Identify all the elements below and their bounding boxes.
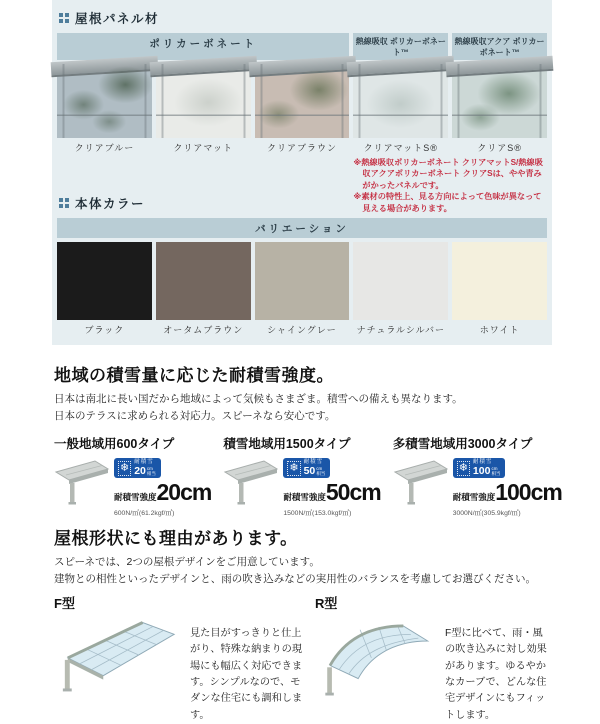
swatch-name: ブラック (84, 325, 125, 336)
type-title: 一般地域用600タイプ (54, 436, 175, 451)
roof-panel-title: 屋根パネル材 (75, 12, 160, 26)
snow-load-badge: ❄ 耐積雪 100 cm 相当 (453, 458, 506, 478)
note-text: ※熱線吸収ポリカーボネート クリアマットS/熱線吸収アクアポリカーボネート クリアSは、やや青みがかったパネルです。 (353, 158, 543, 190)
panel-notes (353, 157, 547, 214)
product-detail-page (52, 0, 562, 724)
panel-name: クリアS® (477, 143, 522, 153)
type-title: 多積雪地域用3000タイプ (392, 436, 533, 451)
strength-spec: 3000N/㎡(305.9kgf/㎡) (452, 510, 521, 518)
panel-photo-clear-s (452, 64, 547, 138)
panel-name: クリアブルー (74, 143, 135, 153)
body-color-swatches (57, 242, 547, 336)
panel-name: クリアブラウン (266, 143, 337, 153)
swatch-color (156, 242, 251, 320)
panel-sample-clear-s (452, 64, 547, 154)
grid-squares-icon (59, 198, 69, 208)
banner-heat-absorbing: 熱線吸収 ポリカーボネート™ (353, 33, 448, 60)
swatch-color (255, 242, 350, 320)
badge-label: 耐積雪 (303, 459, 324, 466)
f-type-roof-illustration (54, 614, 184, 694)
panel-photo-clear-matte-s (353, 64, 448, 138)
banner-polycarbonate: ポリカーボネート (57, 33, 349, 60)
frame-lines (452, 64, 547, 138)
badge-value: 20 (134, 464, 146, 477)
badge-label: 耐積雪 (472, 459, 493, 466)
body-color-header (57, 192, 349, 214)
snow-body-line: 日本のテラスに求められる対応力。スピーネなら安心です。 (54, 409, 336, 422)
swatch-white (452, 242, 547, 336)
variation-banner: バリエーション (57, 218, 547, 238)
panel-samples (57, 64, 547, 154)
shape-description: F型に比べて、雨・風の吹き込みに対し効果があります。ゆるやかなカーブで、どんな住宅デザインにもフィットします。 (445, 627, 547, 721)
type-title: 積雪地域用1500タイプ (223, 436, 351, 451)
panel-name: クリアマット (173, 143, 234, 153)
shape-card-f (54, 593, 309, 724)
snowflake-icon: ❄ (289, 461, 299, 474)
panel-photo-clear-brown (255, 64, 350, 138)
frame-lines (255, 64, 350, 138)
strength-value: 100cm (495, 479, 562, 506)
badge-value: 50 (303, 464, 316, 477)
snow-type-cards (54, 434, 562, 518)
swatch-shine-gray (255, 242, 350, 336)
panel-sample-clear-brown (255, 64, 350, 154)
strength-spec: 600N/㎡(61.2kgf/㎡) (114, 510, 175, 518)
swatch-name: ホワイト (479, 325, 520, 336)
strength-spec: 1500N/㎡(153.0kgf/㎡) (283, 510, 352, 518)
badge-value: 100 (472, 464, 491, 477)
swatch-color (57, 242, 152, 320)
type-card-3000 (393, 434, 562, 518)
strength-value: 50cm (325, 479, 381, 506)
notes-and-body-color-header (57, 157, 547, 214)
panel-photo-clear-blue (57, 64, 152, 138)
panel-photo-clear-matte (156, 64, 251, 138)
snowflake-icon: ❄ (120, 461, 130, 474)
shape-label: R型 (315, 595, 338, 611)
spec-section (52, 0, 552, 345)
panel-group-banners (57, 33, 547, 60)
swatch-black (57, 242, 152, 336)
banner-heat-absorbing-aqua: 熱線吸収アクア ポリカーボネート™ (452, 33, 547, 60)
strength-label: 耐積雪強度 (114, 492, 157, 503)
terrace-illustration (54, 457, 110, 507)
roof-shape-heading: 屋根形状にも理由があります。 (54, 529, 298, 549)
snowflake-icon: ❄ (458, 461, 468, 474)
shape-description: 見た目がすっきりと仕上がり、特殊な納まりの現場にも幅広く対応できます。シンプルなので、モダンな住宅にも調和します。 (190, 627, 303, 721)
snow-body-line: 日本は南北に長い国だから地域によって気候もさまざま。積雪への備えも異なります。 (54, 393, 463, 406)
strength-label: 耐積雪強度 (283, 492, 326, 503)
strength-label: 耐積雪強度 (452, 492, 496, 503)
frame-lines (353, 64, 448, 138)
swatch-name: オータムブラウン (163, 325, 244, 336)
panel-sample-clear-blue (57, 64, 152, 154)
swatch-natural-silver (353, 242, 448, 336)
type-card-1500 (223, 434, 380, 518)
roof-shape-cards (54, 593, 552, 724)
badge-label: 耐積雪 (134, 459, 154, 466)
swatch-color (353, 242, 448, 320)
roof-panel-header (59, 9, 547, 27)
panel-name: クリアマットS® (363, 143, 438, 153)
grid-squares-icon (59, 13, 69, 23)
frame-lines (57, 64, 152, 138)
panel-sample-clear-matte-s (353, 64, 448, 154)
terrace-illustration (223, 457, 279, 507)
swatch-color (452, 242, 547, 320)
swatch-name: ナチュラルシルバー (356, 325, 445, 336)
r-type-roof-illustration (315, 614, 439, 699)
shape-card-r (315, 593, 552, 724)
swatch-autumn-brown (156, 242, 251, 336)
shape-body-line: 建物との相性といったデザインと、雨の吹き込みなどの実用性のバランスを考慮してお選びください。 (54, 572, 536, 585)
swatch-name: シャイングレー (267, 325, 337, 336)
body-color-title: 本体カラー (75, 197, 146, 212)
snow-load-badge: ❄ 耐積雪 50 cm 相当 (283, 458, 330, 478)
type-card-600 (54, 434, 211, 518)
panel-sample-clear-matte (156, 64, 251, 154)
shape-body-line: スピーネでは、2つの屋根デザインをご用意しています。 (54, 556, 320, 569)
frame-lines (156, 64, 251, 138)
snow-load-badge: ❄ 耐積雪 20 cm 相当 (114, 458, 161, 478)
snow-strength-heading: 地域の積雪量に応じた耐積雪強度。 (54, 366, 334, 386)
feature-section (52, 345, 562, 723)
terrace-illustration (393, 457, 449, 507)
note-text: ※素材の特性上、見る方向によって色味が異なって見える場合があります。 (353, 192, 542, 213)
strength-value: 20cm (156, 479, 212, 506)
shape-label: F型 (54, 595, 75, 611)
